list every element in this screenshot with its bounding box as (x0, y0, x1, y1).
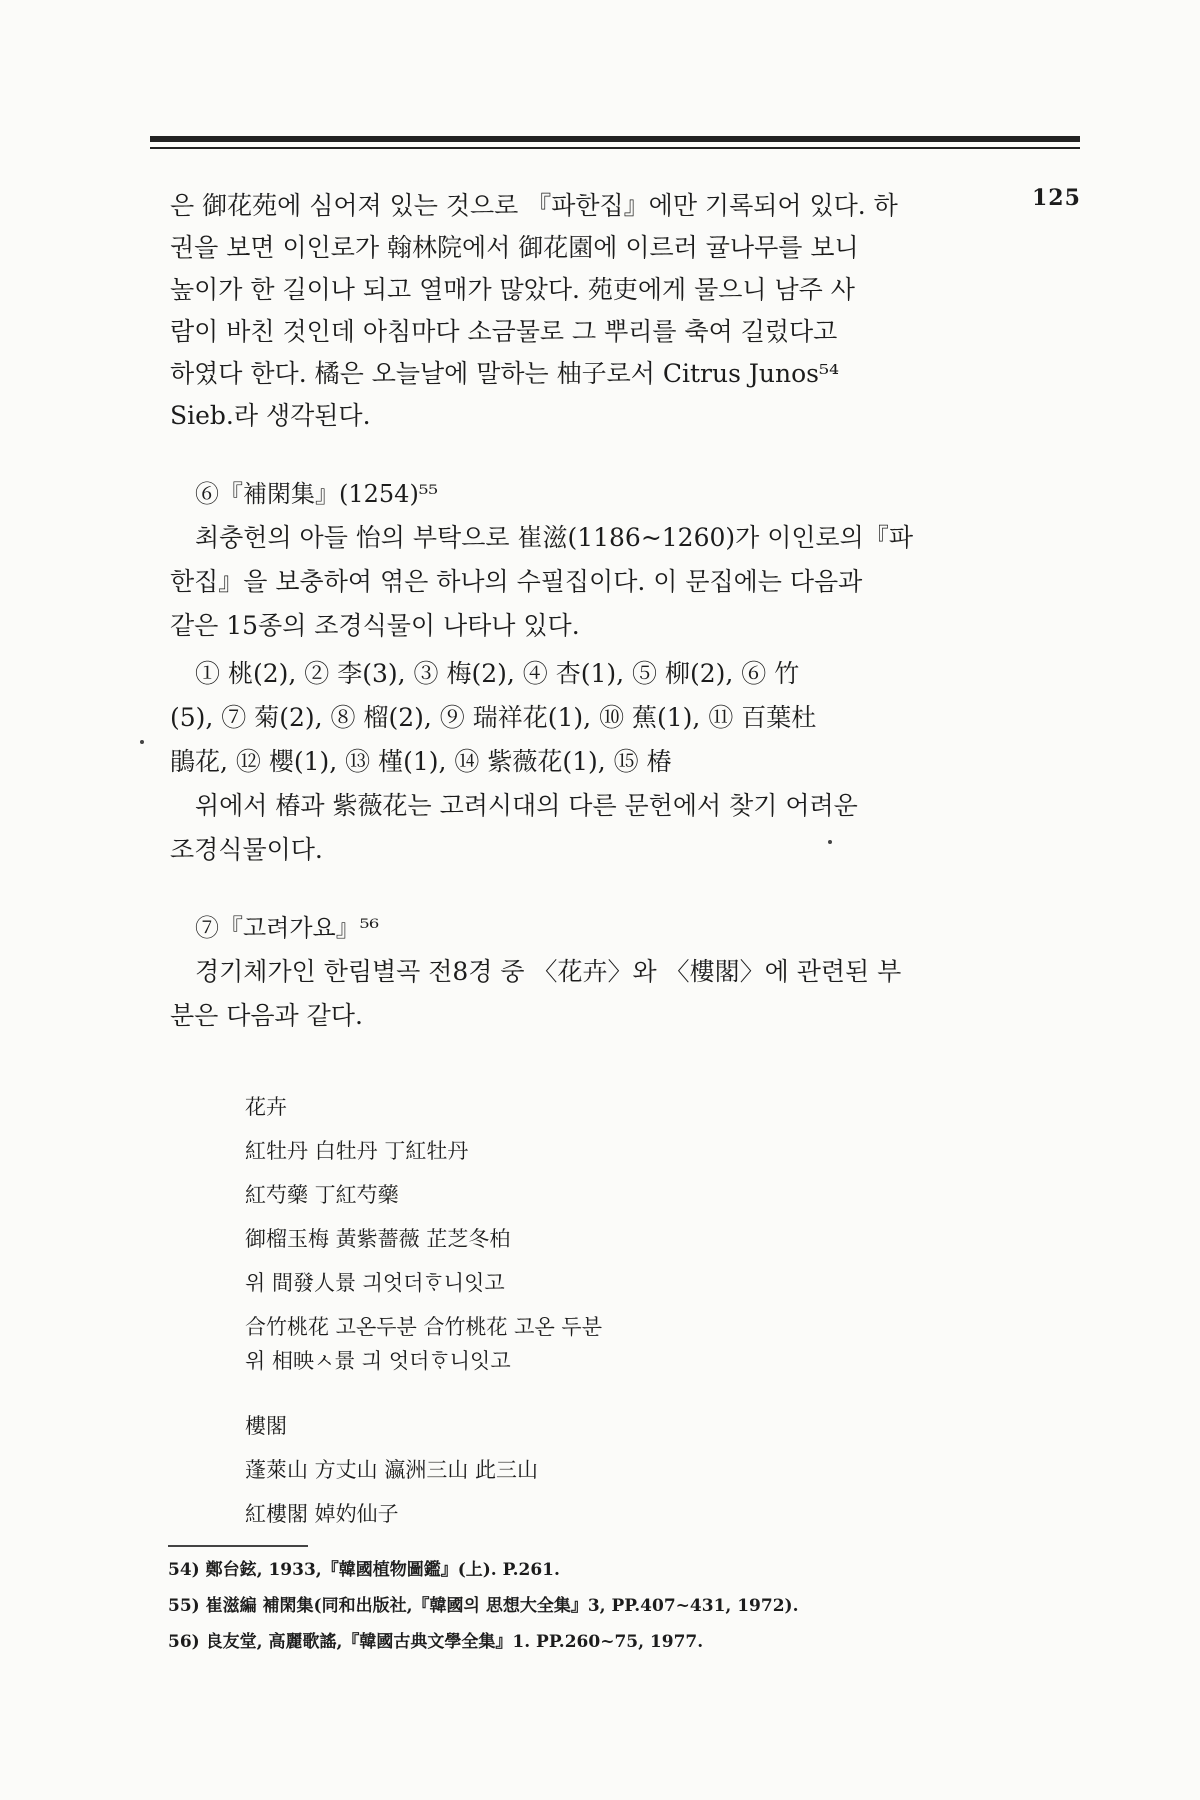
plant-list-line: (5), ⑦ 菊(2), ⑧ 榴(2), ⑨ 瑞祥花(1), ⑩ 蕉(1), ⑪ 百葉杜 (170, 703, 817, 732)
header-rule-thin (150, 147, 1080, 149)
footnote: 54) 鄭台鉉, 1933,『韓國植物圖鑑』(上). P.261. (168, 1560, 560, 1580)
verse-line: 紅芍藥 丁紅芍藥 (245, 1183, 399, 1207)
text-line: 한집』을 보충하여 엮은 하나의 수필집이다. 이 문집에는 다음과 (170, 567, 863, 596)
verse-line: 위 間發人景 긔엇더ᄒᆞ니잇고 (245, 1271, 505, 1295)
scan-speck (140, 740, 144, 744)
footnote: 55) 崔滋編 補閑集(同和出版社,『韓國의 思想大全集』3, PP.407~431, 1972). (168, 1596, 799, 1616)
verse-line: 樓閣 (245, 1414, 287, 1438)
footnote-rule (168, 1545, 308, 1547)
section-heading: ⑦『고려가요』⁵⁶ (195, 914, 379, 942)
text-line: 같은 15종의 조경식물이 나타나 있다. (170, 611, 580, 640)
verse-line: 花卉 (245, 1095, 287, 1119)
verse-line: 紅牡丹 白牡丹 丁紅牡丹 (245, 1139, 469, 1163)
verse-line: 紅樓閣 婥妁仙子 (245, 1502, 399, 1526)
text-line: Sieb.라 생각된다. (170, 401, 371, 430)
verse-line: 合竹桃花 고온두분 合竹桃花 고온 두분 (245, 1315, 602, 1339)
text-line: 높이가 한 길이나 되고 열매가 많았다. 苑吏에게 물으니 남주 사 (170, 275, 855, 304)
header-rule-thick (150, 136, 1080, 142)
footnote: 56) 良友堂, 高麗歌謠,『韓國古典文學全集』1. PP.260~75, 1977. (168, 1632, 704, 1652)
text-line: 은 御花苑에 심어져 있는 것으로 『파한집』에만 기록되어 있다. 하 (170, 191, 898, 220)
section-heading: ⑥『補閑集』(1254)⁵⁵ (195, 480, 439, 508)
text-line: 위에서 椿과 紫薇花는 고려시대의 다른 문헌에서 찾기 어려운 (195, 791, 858, 820)
verse-line: 御榴玉梅 黃紫薔薇 芷芝冬柏 (245, 1227, 511, 1251)
plant-list-line: 鵑花, ⑫ 櫻(1), ⑬ 槿(1), ⑭ 紫薇花(1), ⑮ 椿 (170, 747, 672, 776)
text-line: 하였다 한다. 橘은 오늘날에 말하는 柚子로서 Citrus Junos⁵⁴ (170, 359, 840, 388)
text-line: 최충헌의 아들 怡의 부탁으로 崔滋(1186~1260)가 이인로의『파 (195, 523, 913, 552)
text-line: 람이 바친 것인데 아침마다 소금물로 그 뿌리를 축여 길렀다고 (170, 317, 838, 346)
text-line: 경기체가인 한림별곡 전8경 중 〈花卉〉와 〈樓閣〉에 관련된 부 (195, 957, 902, 986)
text-line: 조경식물이다. (170, 835, 323, 864)
verse-line: 蓬萊山 方丈山 瀛洲三山 此三山 (245, 1458, 539, 1482)
plant-list-line: ① 桃(2), ② 李(3), ③ 梅(2), ④ 杏(1), ⑤ 柳(2), ⑥ 竹 (195, 659, 800, 688)
text-line: 분은 다음과 같다. (170, 1001, 363, 1030)
page-number: 125 (1032, 185, 1081, 211)
text-line: 권을 보면 이인로가 翰林院에서 御花園에 이르러 귤나무를 보니 (170, 233, 859, 262)
verse-line: 위 相映ㅅ景 긔 엇더ᄒᆞ니잇고 (245, 1349, 511, 1373)
scan-speck (828, 840, 832, 844)
